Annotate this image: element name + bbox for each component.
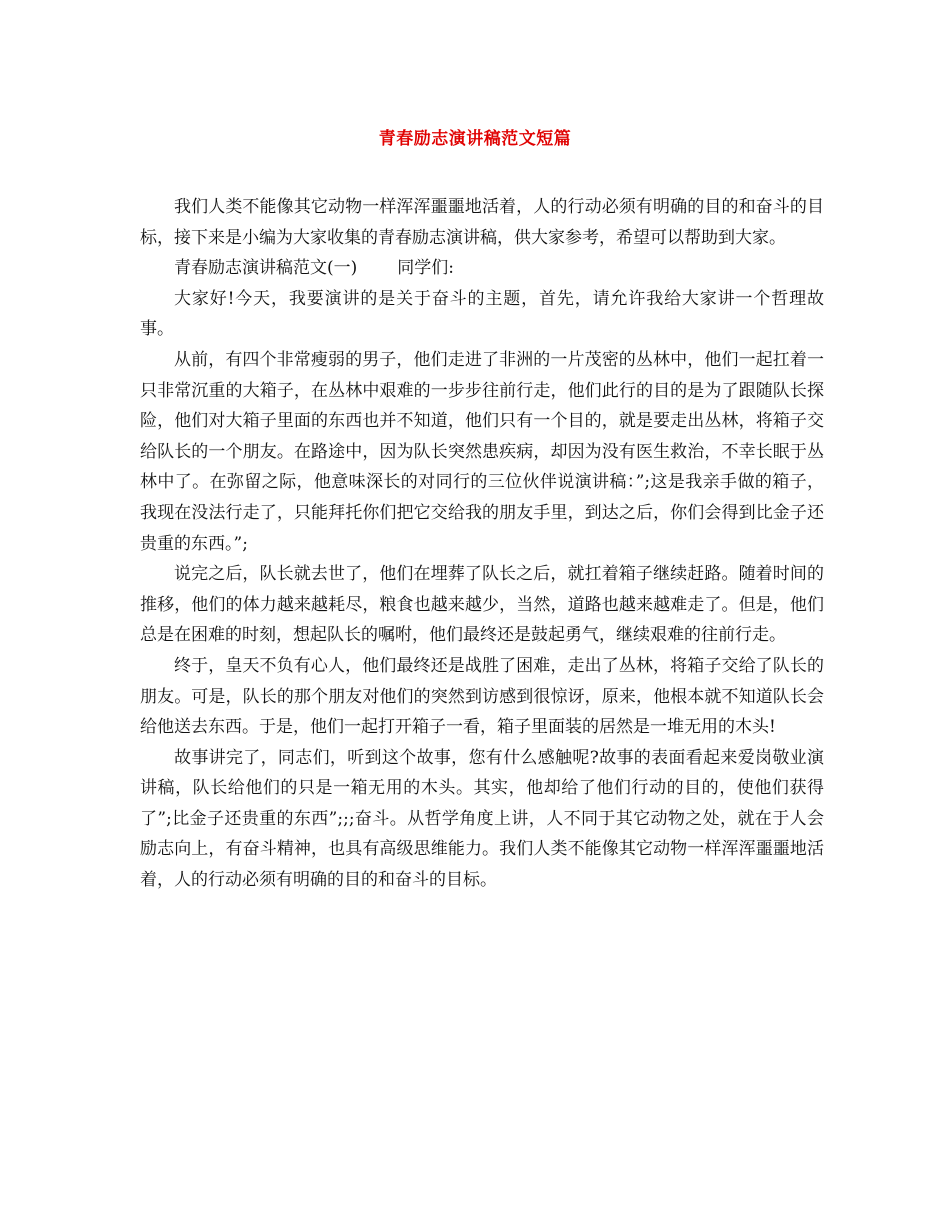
section-heading: 青春励志演讲稿范文(一) — [174, 258, 358, 279]
document-title: 青春励志演讲稿范文短篇 — [378, 129, 572, 149]
document-body — [140, 192, 824, 896]
paragraph-reflection: 故事讲完了，同志们，听到这个故事，您有什么感触呢?故事的表面看起来爱岗敬业演讲稿，队长给他们的只是一箱无用的木头。其实，他却给了他们行动的目的，使他们获得了”;比金子还贵重的东西”;;;奋斗。从哲学角度上讲，人不同于其它动物之处，就在于人会励志向上，有奋斗精神，也具有高级思维能力。我们人类不能像其它动物一样浑浑噩噩地活着，人的行动必须有明确的目的和奋斗的目标。 — [140, 747, 824, 891]
paragraph-story-2: 说完之后，队长就去世了，他们在埋葬了队长之后，就扛着箱子继续赶路。随着时间的推移，他们的体力越来越耗尽，粮食也越来越少，当然，道路也越来越难走了。但是，他们总是在困难的时刻，想起队长的嘱咐，他们最终还是鼓起勇气，继续艰难的往前行走。 — [140, 564, 824, 646]
greeting: 同学们: — [397, 258, 454, 279]
paragraph-intro: 我们人类不能像其它动物一样浑浑噩噩地活着，人的行动必须有明确的目的和奋斗的目标，接下来是小编为大家收集的青春励志演讲稿，供大家参考，希望可以帮助到大家。 — [140, 197, 824, 248]
paragraph-opening: 大家好!今天，我要演讲的是关于奋斗的主题，首先，请允许我给大家讲一个哲理故事。 — [140, 288, 824, 340]
paragraph-story-3: 终于，皇天不负有心人，他们最终还是战胜了困难，走出了丛林，将箱子交给了队长的朋友。可是，队长的那个朋友对他们的突然到访感到很惊讶，原来，他根本就不知道队长会给他送去东西。于是，他们一起打开箱子一看，箱子里面装的居然是一堆无用的木头! — [140, 655, 824, 738]
paragraph-heading-line — [140, 253, 824, 284]
paragraph-story-1: 从前，有四个非常瘦弱的男子，他们走进了非洲的一片茂密的丛林中，他们一起扛着一只非常沉重的大箱子，在丛林中艰难的一步步往前行走，他们此行的目的是为了跟随队长探险，他们对大箱子里面的东西也并不知道，他们只有一个目的，就是要走出丛林，将箱子交给队长的一个朋友。在路途中，因为队长突然患疾病，却因为没有医生救治，不幸长眠于丛林中了。在弥留之际，他意味深长的对同行的三位伙伴说演讲稿：”;这是我亲手做的箱子，我现在没法行走了，只能拜托你们把它交给我的朋友手里，到达之后，你们会得到比金子还贵重的东西。”; — [140, 349, 824, 554]
